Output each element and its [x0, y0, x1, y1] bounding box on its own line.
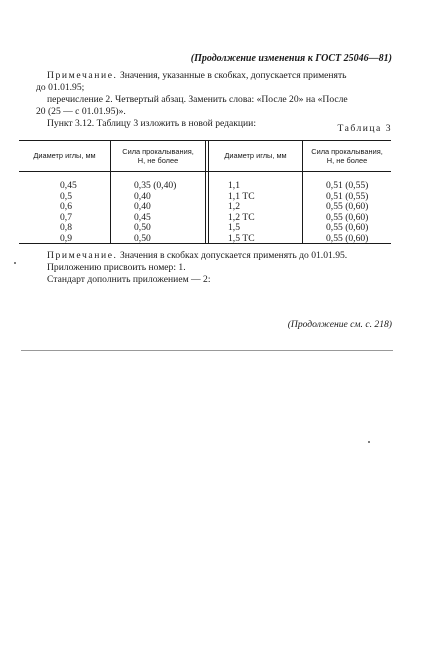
table-cell: 1,1 [228, 180, 240, 191]
table-cell: 0,7 [60, 211, 72, 223]
appendix-line: Приложению присвоить номер: 1. [47, 262, 186, 273]
table-cell: 0,55 (0,60) [326, 232, 369, 244]
note-1-line-1 [47, 70, 347, 82]
table-cell: 0,45 [60, 180, 77, 191]
note-2 [47, 250, 347, 262]
table-cell: 0,51 (0,55) [326, 190, 369, 202]
table-cell: 0,50 [134, 232, 151, 244]
note-1-line-2: до 01.01.95; [36, 82, 85, 93]
table-cell: 0,55 (0,60) [326, 222, 369, 233]
table-cell: 0,8 [60, 222, 72, 233]
note-2-title: Примечание. [47, 250, 118, 261]
table-header-diameter: Диаметр иглы, мм [224, 151, 287, 160]
paragraph-1-line-2: 20 (25 — с 01.01.95)». [36, 106, 126, 117]
table-cell: 1,2 ТС [228, 211, 255, 223]
scan-speck [14, 262, 16, 264]
page-rule [21, 350, 393, 351]
scan-speck [368, 441, 370, 443]
table-cell: 0,55 (0,60) [326, 211, 369, 223]
table-cell: 0,40 [134, 190, 151, 202]
table-cell: 0,35 (0,40) [134, 180, 177, 191]
paragraph-1-line-1: перечисление 2. Четвертый абзац. Заменить слова: «После 20» на «После [47, 94, 348, 105]
table-cell: 1,2 [228, 201, 240, 212]
page-header: (Продолжение изменения к ГОСТ 25046—81) [190, 53, 392, 64]
table-cell: 0,50 [134, 222, 151, 233]
table-header-force: Сила прокалывания, Н, не более [311, 146, 383, 165]
note-2-text: Значения в скобках допускается применять до 01.01.95. [119, 250, 348, 261]
table-cell: 0,9 [60, 232, 72, 244]
table-cell: 1,5 [228, 222, 240, 233]
table-double-divider-left [205, 140, 206, 244]
page-footer: (Продолжение см. с. 218) [287, 319, 392, 330]
table-cell: 0,40 [134, 201, 151, 212]
table-header-diameter: Диаметр иглы, мм [33, 151, 96, 160]
table-header-force: Сила прокалывания, Н, не более [122, 146, 194, 165]
table-cell: 0,5 [60, 190, 72, 202]
table-cell: 1,1 ТС [228, 190, 255, 202]
note-1-title: Примечание. [47, 70, 118, 81]
standard-line: Стандарт дополнить приложением — 2: [47, 274, 211, 285]
table-cell: 0,51 (0,55) [326, 180, 369, 191]
paragraph-2: Пункт 3.12. Таблицу 3 изложить в новой редакции: [47, 118, 256, 129]
table-cell: 0,6 [60, 201, 72, 212]
data-table [19, 140, 391, 244]
table-caption: Таблица 3 [337, 123, 392, 134]
table-cell: 0,45 [134, 211, 151, 223]
note-1-text: Значения, указанные в скобках, допускается применять [119, 70, 347, 81]
table-cell: 1,5 ТС [228, 232, 255, 244]
table-cell: 0,55 (0,60) [326, 201, 369, 212]
